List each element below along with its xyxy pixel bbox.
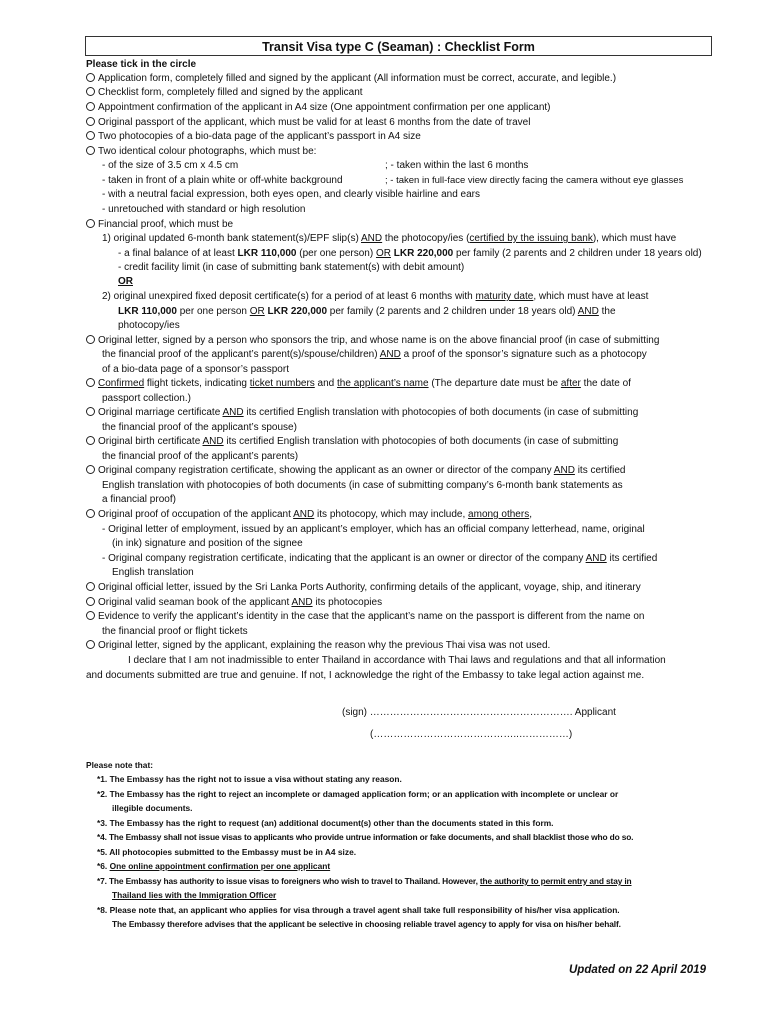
item-continued: of a bio-data page of a sponsor’s passport <box>102 364 289 375</box>
photo-req: - unretouched with standard or high resolution <box>102 204 306 215</box>
occupation-line: (in ink) signature and position of the signee <box>112 538 303 549</box>
checklist-item: Original proof of occupation of the applicant AND its photocopy, which may include, among others, <box>86 509 532 521</box>
tick-circle[interactable] <box>86 436 95 445</box>
declaration-text: I declare that I am not inadmissible to enter Thailand in accordance with Thai laws and regulations and that all information <box>128 655 666 666</box>
tick-circle[interactable] <box>86 146 95 155</box>
name-line[interactable]: (……………………………………..……………) <box>370 729 573 740</box>
form-title: Transit Visa type C (Seaman) : Checklist Form <box>85 36 712 56</box>
tick-circle[interactable] <box>86 407 95 416</box>
item-continued: English translation with photocopies of both documents (in case of submitting company’s 6-month bank statements as <box>102 480 623 491</box>
notes-header: Please note that: <box>86 760 154 770</box>
financial-line: 2) original unexpired fixed deposit certificate(s) for a period of at least 6 months with maturity date, which must have at least <box>102 291 649 302</box>
checklist-item: Confirmed flight tickets, indicating ticket numbers and the applicant’s name (The departure date must be after the date of <box>86 378 631 390</box>
checklist-item: Financial proof, which must be <box>86 219 233 231</box>
note-item: *5. All photocopies submitted to the Embassy must be in A4 size. <box>97 847 357 857</box>
tick-circle[interactable] <box>86 611 95 620</box>
updated-date: Updated on 22 April 2019 <box>569 964 706 976</box>
financial-line: 1) original updated 6-month bank statement(s)/EPF slip(s) AND the photocopy/ies (certified by the issuing bank), which must have <box>102 233 677 244</box>
tick-circle[interactable] <box>86 640 95 649</box>
tick-circle[interactable] <box>86 131 95 140</box>
financial-or: OR <box>118 276 133 287</box>
checklist-item: Original valid seaman book of the applicant AND its photocopies <box>86 597 382 609</box>
checklist-item: Two photocopies of a bio-data page of the applicant’s passport in A4 size <box>86 131 421 143</box>
financial-line: photocopy/ies <box>118 320 180 331</box>
checklist-item: Original company registration certificate, showing the applicant as an owner or director of the company AND its certified <box>86 465 626 477</box>
tick-circle[interactable] <box>86 597 95 606</box>
note-item: *6. One online appointment confirmation per one applicant <box>97 861 331 871</box>
tick-circle[interactable] <box>86 219 95 228</box>
note-item: The Embassy therefore advises that the applicant be selective in choosing reliable travel agency to apply for visa on his/her behalf. <box>112 919 621 929</box>
note-item: *4. The Embassy shall not issue visas to applicants who provide untrue information or fake documents, and shall blacklist those who do so. <box>97 832 634 842</box>
note-item: *1. The Embassy has the right not to issue a visa without stating any reason. <box>97 774 402 784</box>
checklist-item: Original birth certificate AND its certified English translation with photocopies of both documents (in case of submitting <box>86 436 618 448</box>
item-continued: the financial proof of the applicant’s spouse) <box>102 422 297 433</box>
item-continued: the financial proof of the applicant’s parent(s)/spouse/children) AND a proof of the sponsor’s signature such as a photocopy <box>102 349 647 360</box>
photo-req: ; - taken in full-face view directly facing the camera without eye glasses <box>385 175 684 186</box>
tick-circle[interactable] <box>86 509 95 518</box>
tick-circle[interactable] <box>86 378 95 387</box>
note-item: *2. The Embassy has the right to reject an incomplete or damaged application form; or an application with incomplete or unclear or <box>97 789 619 799</box>
checklist-item: Original passport of the applicant, which must be valid for at least 6 months from the date of travel <box>86 117 530 129</box>
photo-req: - with a neutral facial expression, both eyes open, and clearly visible hairline and ears <box>102 189 480 200</box>
note-item: Thailand lies with the Immigration Officer <box>112 890 277 900</box>
occupation-line: - Original letter of employment, issued by an applicant’s employer, which has an official company letterhead, name, original <box>102 524 645 535</box>
intro-text: Please tick in the circle <box>86 59 197 70</box>
tick-circle[interactable] <box>86 117 95 126</box>
tick-circle[interactable] <box>86 102 95 111</box>
tick-circle[interactable] <box>86 87 95 96</box>
declaration-text: and documents submitted are true and genuine. If not, I acknowledge the right of the Embassy to take legal action against me. <box>86 670 645 681</box>
checklist-item: Evidence to verify the applicant’s identity in the case that the applicant’s name on the passport is different from the name on <box>86 611 644 623</box>
financial-line: - a final balance of at least LKR 110,000 (per one person) OR LKR 220,000 per family (2 parents and 2 children under 18 years old) <box>118 248 702 259</box>
item-continued: a financial proof) <box>102 494 176 505</box>
tick-circle[interactable] <box>86 582 95 591</box>
item-continued: the financial proof of the applicant’s parents) <box>102 451 299 462</box>
occupation-line: English translation <box>112 567 194 578</box>
note-item: *7. The Embassy has authority to issue visas to foreigners who wish to travel to Thailand. However, the authority to permit entry and stay in <box>97 876 632 886</box>
checklist-item: Two identical colour photographs, which must be: <box>86 146 316 158</box>
item-continued: the financial proof or flight tickets <box>102 626 248 637</box>
checklist-item: Checklist form, completely filled and signed by the applicant <box>86 87 363 99</box>
checklist-item: Original letter, signed by a person who sponsors the trip, and whose name is on the above financial proof (in case of submitting <box>86 335 659 347</box>
note-item: *8. Please note that, an applicant who applies for visa through a travel agent shall take full responsibility of his/her visa application. <box>97 905 620 915</box>
financial-line: - credit facility limit (in case of submitting bank statement(s) with debit amount) <box>118 262 465 273</box>
checklist-item: Appointment confirmation of the applicant in A4 size (One appointment confirmation per one applicant) <box>86 102 551 114</box>
note-item: illegible documents. <box>112 803 193 813</box>
tick-circle[interactable] <box>86 73 95 82</box>
financial-line: LKR 110,000 per one person OR LKR 220,000 per family (2 parents and 2 children under 18 years old) AND the <box>118 306 616 317</box>
tick-circle[interactable] <box>86 335 95 344</box>
checklist-item: Original official letter, issued by the Sri Lanka Ports Authority, confirming details of the applicant, voyage, ship, and itinerary <box>86 582 641 594</box>
item-continued: passport collection.) <box>102 393 191 404</box>
note-item: *3. The Embassy has the right to request (an) additional document(s) other than the documents stated in this form. <box>97 818 554 828</box>
checklist-item: Application form, completely filled and signed by the applicant (All information must be correct, accurate, and legible.) <box>86 73 616 85</box>
tick-circle[interactable] <box>86 465 95 474</box>
photo-req: - taken in front of a plain white or off-white background <box>102 175 343 186</box>
checklist-item: Original marriage certificate AND its certified English translation with photocopies of both documents (in case of submitting <box>86 407 638 419</box>
occupation-line: - Original company registration certificate, indicating that the applicant is an owner or director of the company AND its certified <box>102 553 658 564</box>
photo-req: - of the size of 3.5 cm x 4.5 cm <box>102 160 239 171</box>
checklist-item: Original letter, signed by the applicant, explaining the reason why the previous Thai visa was not used. <box>86 640 550 652</box>
photo-req: ; - taken within the last 6 months <box>385 160 529 171</box>
signature-line[interactable]: (sign) ……………………………………………………. Applicant <box>342 707 616 718</box>
